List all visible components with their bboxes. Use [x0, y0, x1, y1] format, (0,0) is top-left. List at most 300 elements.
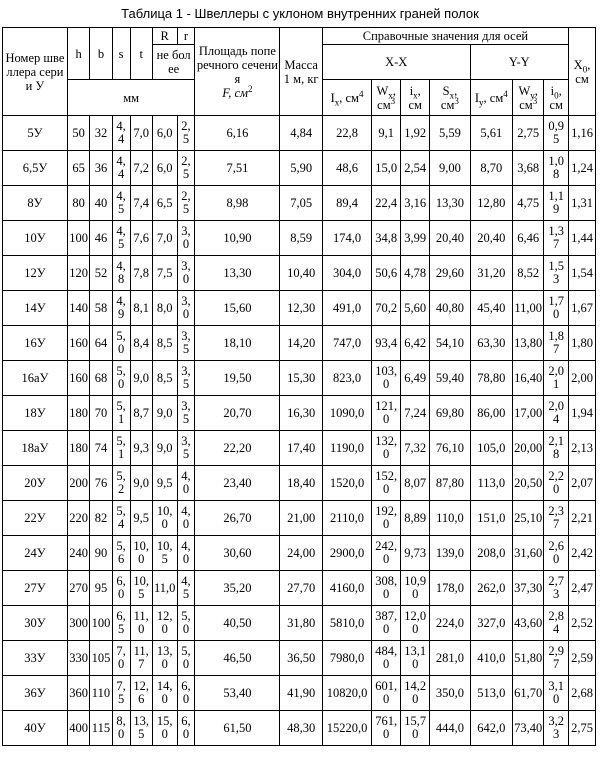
iy-moment-symbol: I	[474, 90, 480, 105]
cell-Wx: 9,1	[372, 116, 401, 151]
cell-Wx: 50,6	[372, 256, 401, 291]
cell-iy: 2,97	[544, 641, 569, 676]
col-header-not-more: не более	[152, 45, 195, 80]
cell-Iy: 12,80	[470, 186, 513, 221]
cell-b: 32	[90, 116, 112, 151]
cell-t: 8,1	[130, 291, 152, 326]
cell-r: 3,5	[177, 431, 195, 466]
cell-b: 105	[90, 641, 112, 676]
cell-area: 10,90	[195, 221, 280, 256]
cell-R: 8,5	[152, 361, 177, 396]
cell-iy: 1,87	[544, 326, 569, 361]
cell-t: 11,0	[130, 606, 152, 641]
cell-name: 6,5У	[3, 151, 68, 186]
cell-mass: 12,30	[280, 291, 323, 326]
cell-Wy: 20,00	[513, 431, 544, 466]
cell-Wy: 20,50	[513, 466, 544, 501]
cell-Sx: 110,0	[430, 501, 470, 536]
cell-r: 3,0	[177, 221, 195, 256]
cell-h: 220	[67, 501, 89, 536]
cell-r: 3,0	[177, 256, 195, 291]
cell-Sx: 29,60	[430, 256, 470, 291]
cell-b: 115	[90, 711, 112, 746]
cell-R: 11,0	[152, 571, 177, 606]
table-row	[3, 116, 596, 151]
cell-Ix: 491,0	[322, 291, 371, 326]
cell-h: 180	[67, 431, 89, 466]
cell-t: 9,0	[130, 466, 152, 501]
cell-area: 20,70	[195, 396, 280, 431]
cell-Sx: 59,40	[430, 361, 470, 396]
table-row	[3, 606, 596, 641]
cell-Ix: 4160,0	[322, 571, 371, 606]
cell-b: 74	[90, 431, 112, 466]
cell-r: 4,0	[177, 536, 195, 571]
cell-iy: 3,10	[544, 676, 569, 711]
cell-name: 18аУ	[3, 431, 68, 466]
cell-x0: 1,16	[569, 116, 596, 151]
cell-b: 76	[90, 466, 112, 501]
cell-R: 6,0	[152, 116, 177, 151]
table-row	[3, 361, 596, 396]
cell-ix: 4,78	[401, 256, 430, 291]
cell-ix: 12,00	[401, 606, 430, 641]
cell-iy: 2,73	[544, 571, 569, 606]
cell-Wx: 761,0	[372, 711, 401, 746]
cell-iy: 3,23	[544, 711, 569, 746]
cell-area: 35,20	[195, 571, 280, 606]
area-label: Площадь поперечного сечения	[196, 43, 278, 86]
cell-x0: 2,00	[569, 361, 596, 396]
cell-name: 16аУ	[3, 361, 68, 396]
cell-r: 5,0	[177, 606, 195, 641]
cell-Iy: 105,0	[470, 431, 513, 466]
table-row	[3, 501, 596, 536]
cell-ix: 8,89	[401, 501, 430, 536]
col-header-xx: X-X	[322, 45, 470, 80]
cell-iy: 1,70	[544, 291, 569, 326]
cell-Wy: 8,52	[513, 256, 544, 291]
cell-name: 40У	[3, 711, 68, 746]
cell-r: 6,0	[177, 676, 195, 711]
cell-b: 58	[90, 291, 112, 326]
table-row	[3, 466, 596, 501]
sx-sub: x	[449, 90, 455, 100]
cell-x0: 1,54	[569, 256, 596, 291]
cell-Iy: 513,0	[470, 676, 513, 711]
cell-x0: 1,94	[569, 396, 596, 431]
cell-Ix: 22,8	[322, 116, 371, 151]
cell-s: 5,6	[112, 536, 130, 571]
cell-b: 90	[90, 536, 112, 571]
cell-Iy: 327,0	[470, 606, 513, 641]
cell-ix: 2,54	[401, 151, 430, 186]
col-header-h: h	[67, 28, 89, 80]
cell-s: 6,5	[112, 606, 130, 641]
col-header-mass: Масса 1 м, кг	[280, 28, 323, 116]
cell-b: 110	[90, 676, 112, 711]
cell-Wx: 192,0	[372, 501, 401, 536]
cell-r: 2,5	[177, 151, 195, 186]
cell-t: 13,5	[130, 711, 152, 746]
cell-Iy: 8,70	[470, 151, 513, 186]
cell-name: 24У	[3, 536, 68, 571]
cell-area: 22,20	[195, 431, 280, 466]
cell-Iy: 113,0	[470, 466, 513, 501]
cell-Wx: 152,0	[372, 466, 401, 501]
cell-b: 82	[90, 501, 112, 536]
cell-t: 11,7	[130, 641, 152, 676]
cell-iy: 1,19	[544, 186, 569, 221]
cell-b: 52	[90, 256, 112, 291]
ix-radius-symbol: i	[409, 83, 414, 98]
cell-iy: 0,95	[544, 116, 569, 151]
cell-t: 7,0	[130, 116, 152, 151]
area-symbol: F, см	[222, 85, 249, 100]
table-row	[3, 571, 596, 606]
cell-iy: 2,18	[544, 431, 569, 466]
cell-Sx: 444,0	[430, 711, 470, 746]
cell-area: 7,51	[195, 151, 280, 186]
cell-x0: 1,24	[569, 151, 596, 186]
cell-r: 3,0	[177, 291, 195, 326]
cell-name: 18У	[3, 396, 68, 431]
table-row	[3, 711, 596, 746]
cell-Wy: 4,75	[513, 186, 544, 221]
cell-h: 50	[67, 116, 89, 151]
cell-h: 300	[67, 606, 89, 641]
cell-s: 5,4	[112, 501, 130, 536]
col-header-b: b	[90, 28, 112, 80]
cell-iy: 1,53	[544, 256, 569, 291]
ix-radius-unit: см	[408, 97, 422, 112]
x0-unit: см	[575, 71, 589, 86]
x0-symbol: X	[573, 57, 583, 72]
cell-name: 22У	[3, 501, 68, 536]
cell-iy: 2,20	[544, 466, 569, 501]
cell-t: 9,5	[130, 501, 152, 536]
cell-r: 4,0	[177, 466, 195, 501]
cell-Wx: 242,0	[372, 536, 401, 571]
cell-name: 20У	[3, 466, 68, 501]
iy-moment-exp: 4	[503, 88, 508, 99]
cell-Wy: 3,68	[513, 151, 544, 186]
cell-mass: 31,80	[280, 606, 323, 641]
cell-Sx: 20,40	[430, 221, 470, 256]
cell-t: 9,0	[130, 361, 152, 396]
cell-Sx: 139,0	[430, 536, 470, 571]
cell-Wx: 22,4	[372, 186, 401, 221]
cell-area: 18,10	[195, 326, 280, 361]
cell-r: 4,5	[177, 571, 195, 606]
cell-Ix: 10820,0	[322, 676, 371, 711]
cell-s: 5,0	[112, 361, 130, 396]
cell-mass: 18,40	[280, 466, 323, 501]
cell-Wx: 103,0	[372, 361, 401, 396]
cell-Wy: 13,80	[513, 326, 544, 361]
cell-Ix: 823,0	[322, 361, 371, 396]
table-row	[3, 676, 596, 711]
col-header-Wy: $W_y$, $см^3$	[513, 80, 544, 116]
cell-x0: 1,80	[569, 326, 596, 361]
cell-R: 10,5	[152, 536, 177, 571]
cell-R: 12,0	[152, 606, 177, 641]
cell-name: 14У	[3, 291, 68, 326]
cell-ix: 14,20	[401, 676, 430, 711]
cell-h: 360	[67, 676, 89, 711]
table-row	[3, 186, 596, 221]
cell-iy: 1,08	[544, 151, 569, 186]
cell-t: 9,3	[130, 431, 152, 466]
cell-s: 4,4	[112, 151, 130, 186]
cell-t: 10,5	[130, 571, 152, 606]
cell-iy: 2,37	[544, 501, 569, 536]
cell-Ix: 747,0	[322, 326, 371, 361]
cell-x0: 2,75	[569, 711, 596, 746]
cell-Wx: 15,0	[372, 151, 401, 186]
cell-h: 330	[67, 641, 89, 676]
cell-Wx: 132,0	[372, 431, 401, 466]
cell-h: 400	[67, 711, 89, 746]
table-row	[3, 536, 596, 571]
cell-iy: 2,60	[544, 536, 569, 571]
cell-Wy: 43,60	[513, 606, 544, 641]
cell-r: 3,5	[177, 326, 195, 361]
cell-Ix: 1190,0	[322, 431, 371, 466]
cell-b: 95	[90, 571, 112, 606]
cell-Iy: 45,40	[470, 291, 513, 326]
cell-mass: 41,90	[280, 676, 323, 711]
cell-h: 200	[67, 466, 89, 501]
cell-ix: 8,07	[401, 466, 430, 501]
ix-radius-sub: x	[413, 90, 418, 100]
cell-R: 7,5	[152, 256, 177, 291]
cell-h: 240	[67, 536, 89, 571]
cell-x0: 2,42	[569, 536, 596, 571]
iy-moment-unit: см	[489, 90, 504, 105]
cell-s: 5,0	[112, 326, 130, 361]
cell-x0: 2,47	[569, 571, 596, 606]
cell-area: 46,50	[195, 641, 280, 676]
channel-profile-table	[2, 27, 596, 746]
cell-mass: 17,40	[280, 431, 323, 466]
cell-r: 3,5	[177, 396, 195, 431]
cell-R: 9,5	[152, 466, 177, 501]
cell-s: 4,5	[112, 186, 130, 221]
cell-name: 12У	[3, 256, 68, 291]
cell-r: 3,5	[177, 361, 195, 396]
cell-name: 33У	[3, 641, 68, 676]
cell-ix: 1,92	[401, 116, 430, 151]
cell-r: 4,0	[177, 501, 195, 536]
x0-sub: 0	[582, 64, 588, 74]
cell-Wx: 93,4	[372, 326, 401, 361]
cell-Ix: 48,6	[322, 151, 371, 186]
cell-s: 4,9	[112, 291, 130, 326]
cell-Ix: 1090,0	[322, 396, 371, 431]
col-header-Ix: $I_x$, $см^4$	[322, 80, 371, 116]
ix-moment-symbol: I	[330, 90, 335, 105]
cell-area: 23,40	[195, 466, 280, 501]
wx-symbol: W	[376, 83, 389, 98]
iy-radius-sub: 0	[554, 90, 559, 100]
cell-Sx: 5,59	[430, 116, 470, 151]
cell-h: 65	[67, 151, 89, 186]
cell-Wx: 484,0	[372, 641, 401, 676]
col-header-area	[195, 28, 280, 116]
cell-Iy: 410,0	[470, 641, 513, 676]
cell-Sx: 87,80	[430, 466, 470, 501]
cell-name: 10У	[3, 221, 68, 256]
cell-h: 100	[67, 221, 89, 256]
wy-sub: y	[530, 90, 535, 100]
table-row	[3, 396, 596, 431]
cell-h: 180	[67, 396, 89, 431]
cell-Iy: 63,30	[470, 326, 513, 361]
cell-ix: 9,73	[401, 536, 430, 571]
cell-area: 40,50	[195, 606, 280, 641]
col-header-Sx: $S_x$, $см^3$	[430, 80, 470, 116]
col-header-s: s	[112, 28, 130, 80]
cell-x0: 2,07	[569, 466, 596, 501]
cell-t: 7,8	[130, 256, 152, 291]
sx-exp: 3	[454, 95, 459, 106]
cell-s: 8,0	[112, 711, 130, 746]
cell-name: 27У	[3, 571, 68, 606]
cell-ix: 3,99	[401, 221, 430, 256]
cell-Wy: 17,00	[513, 396, 544, 431]
table-row	[3, 221, 596, 256]
col-header-t: t	[130, 28, 152, 80]
cell-R: 6,5	[152, 186, 177, 221]
wy-symbol: W	[518, 83, 531, 98]
cell-Iy: 31,20	[470, 256, 513, 291]
cell-Sx: 54,10	[430, 326, 470, 361]
cell-s: 4,5	[112, 221, 130, 256]
cell-R: 8,5	[152, 326, 177, 361]
cell-Wx: 34,8	[372, 221, 401, 256]
cell-s: 5,1	[112, 396, 130, 431]
cell-mass: 36,50	[280, 641, 323, 676]
cell-iy: 2,01	[544, 361, 569, 396]
wy-unit: см	[519, 97, 533, 112]
cell-Wy: 6,46	[513, 221, 544, 256]
cell-s: 5,2	[112, 466, 130, 501]
cell-s: 5,1	[112, 431, 130, 466]
cell-b: 68	[90, 361, 112, 396]
cell-Sx: 281,0	[430, 641, 470, 676]
cell-mass: 5,90	[280, 151, 323, 186]
cell-area: 30,60	[195, 536, 280, 571]
cell-Sx: 69,80	[430, 396, 470, 431]
sx-unit: см	[440, 97, 455, 112]
col-header-Iy: $I_y$, $см^4$	[470, 80, 513, 116]
col-header-ref: Справочные значения для осей	[322, 28, 568, 45]
cell-x0: 1,44	[569, 221, 596, 256]
cell-Wx: 387,0	[372, 606, 401, 641]
col-header-R: R	[152, 28, 177, 45]
cell-Wy: 73,40	[513, 711, 544, 746]
iy-radius-unit: см	[549, 97, 563, 112]
cell-mass: 7,05	[280, 186, 323, 221]
cell-r: 2,5	[177, 186, 195, 221]
cell-Iy: 208,0	[470, 536, 513, 571]
ix-moment-sub: x	[334, 97, 340, 107]
cell-ix: 6,42	[401, 326, 430, 361]
cell-b: 46	[90, 221, 112, 256]
cell-x0: 2,59	[569, 641, 596, 676]
cell-s: 7,0	[112, 641, 130, 676]
cell-Iy: 86,00	[470, 396, 513, 431]
cell-ix: 10,90	[401, 571, 430, 606]
col-header-yy: Y-Y	[470, 45, 568, 80]
cell-ix: 13,10	[401, 641, 430, 676]
cell-R: 6,0	[152, 151, 177, 186]
cell-area: 15,60	[195, 291, 280, 326]
cell-R: 13,0	[152, 641, 177, 676]
cell-Wx: 121,0	[372, 396, 401, 431]
cell-Ix: 174,0	[322, 221, 371, 256]
cell-ix: 6,49	[401, 361, 430, 396]
cell-h: 160	[67, 326, 89, 361]
cell-mass: 15,30	[280, 361, 323, 396]
cell-Sx: 9,00	[430, 151, 470, 186]
cell-area: 8,98	[195, 186, 280, 221]
cell-R: 8,0	[152, 291, 177, 326]
cell-R: 15,0	[152, 711, 177, 746]
cell-mass: 24,00	[280, 536, 323, 571]
cell-R: 14,0	[152, 676, 177, 711]
cell-t: 10,0	[130, 536, 152, 571]
cell-Ix: 2110,0	[322, 501, 371, 536]
cell-Iy: 262,0	[470, 571, 513, 606]
cell-area: 53,40	[195, 676, 280, 711]
cell-mass: 21,00	[280, 501, 323, 536]
cell-R: 7,0	[152, 221, 177, 256]
cell-Wy: 16,40	[513, 361, 544, 396]
cell-Wy: 51,80	[513, 641, 544, 676]
table-row	[3, 256, 596, 291]
cell-Wy: 61,70	[513, 676, 544, 711]
cell-x0: 2,68	[569, 676, 596, 711]
cell-iy: 2,04	[544, 396, 569, 431]
cell-Iy: 20,40	[470, 221, 513, 256]
iy-moment-sub: y	[479, 97, 484, 107]
cell-Wy: 31,60	[513, 536, 544, 571]
cell-name: 8У	[3, 186, 68, 221]
cell-s: 7,5	[112, 676, 130, 711]
cell-x0: 2,21	[569, 501, 596, 536]
cell-t: 7,4	[130, 186, 152, 221]
cell-Sx: 76,10	[430, 431, 470, 466]
cell-Iy: 78,80	[470, 361, 513, 396]
table-row	[3, 326, 596, 361]
cell-Ix: 89,4	[322, 186, 371, 221]
cell-ix: 7,24	[401, 396, 430, 431]
cell-mass: 8,59	[280, 221, 323, 256]
cell-Wx: 601,0	[372, 676, 401, 711]
cell-R: 10,0	[152, 501, 177, 536]
wx-unit: см	[377, 97, 391, 112]
cell-Iy: 5,61	[470, 116, 513, 151]
cell-x0: 1,67	[569, 291, 596, 326]
cell-Ix: 7980,0	[322, 641, 371, 676]
cell-h: 120	[67, 256, 89, 291]
cell-h: 160	[67, 361, 89, 396]
table-row	[3, 641, 596, 676]
table-row	[3, 431, 596, 466]
table-body	[3, 116, 596, 746]
